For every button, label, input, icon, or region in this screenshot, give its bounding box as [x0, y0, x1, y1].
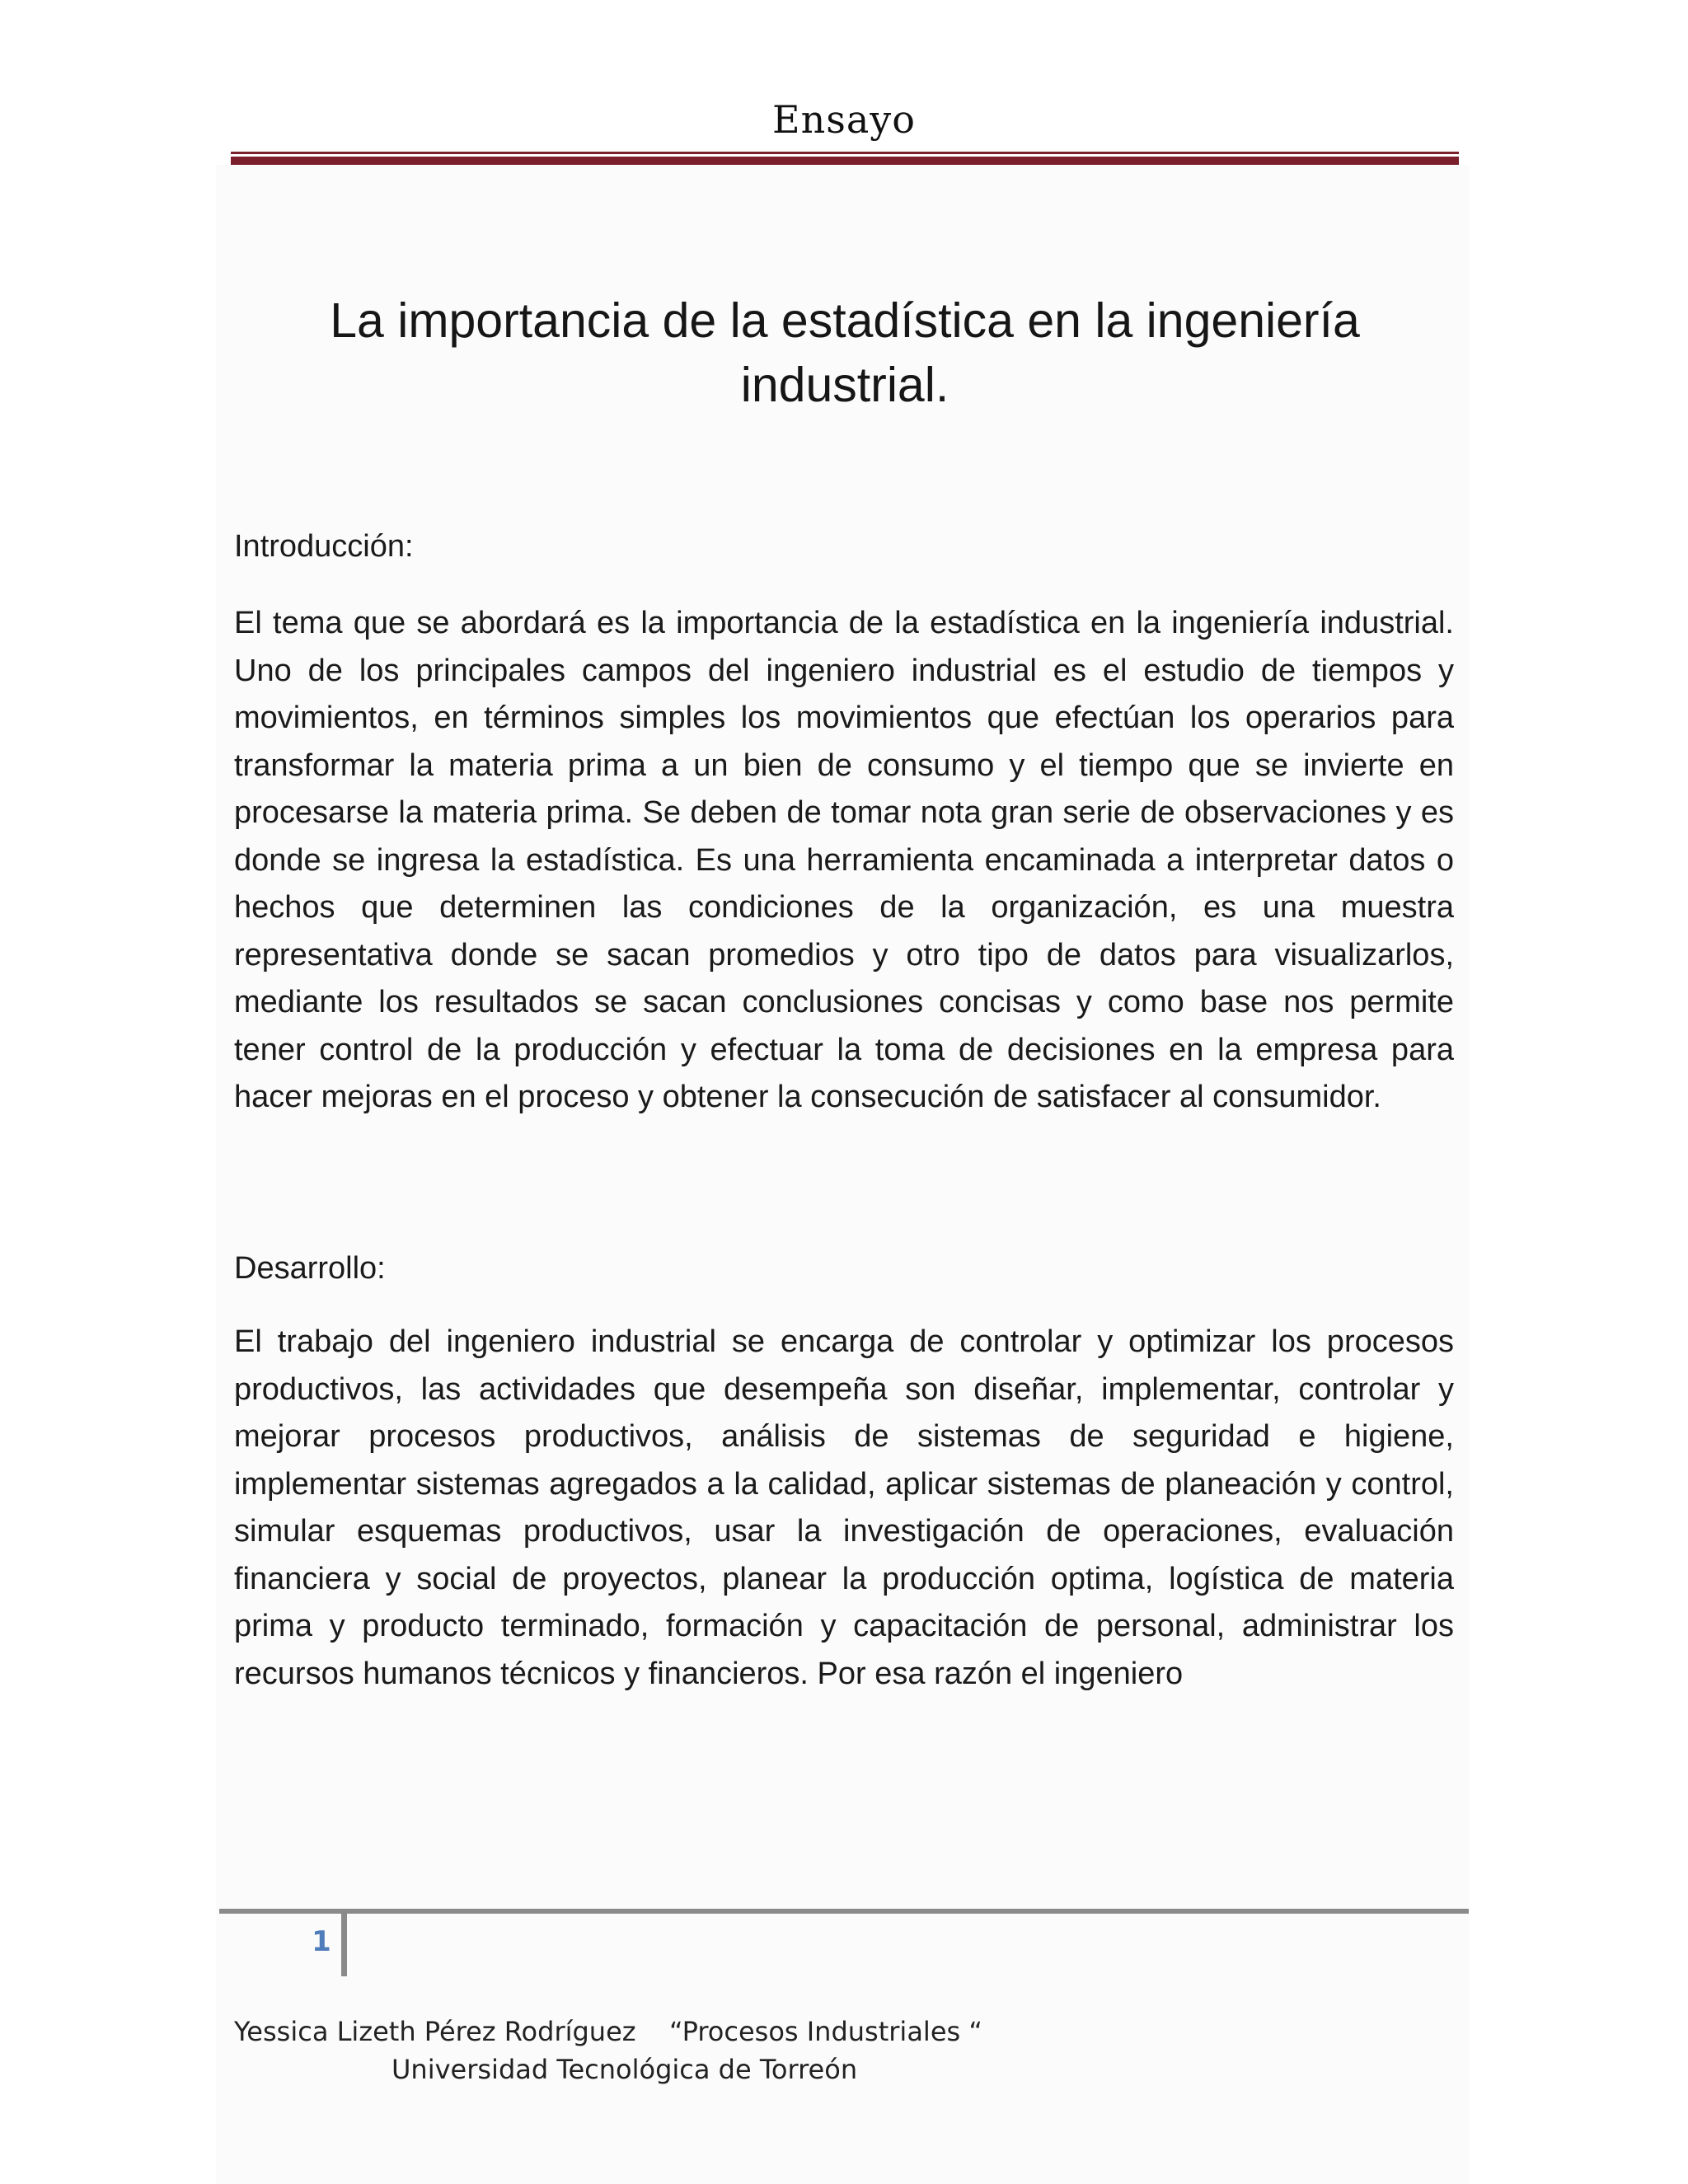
document-title: La importancia de la estadística en la ingeniería industrial.	[330, 293, 1360, 412]
footer-rule	[219, 1909, 1469, 1914]
header-rule	[231, 152, 1459, 154]
development-paragraph: El trabajo del ingeniero industrial se encarga de controlar y optimizar los procesos productivos, las actividades que desempeña son diseñar, implementar, controlar y mejorar procesos productivos, análisis de sistemas de seguridad e higiene, implementar sistemas agregados a la calidad, aplicar sistemas de planeación y control, simular esquemas productivos, usar la investigación de operaciones, evaluación financiera y social de proyectos, planear la producción optima, logística de materia prima y producto terminado, formación y capacitación de personal, administrar los recursos humanos técnicos y financieros. Por esa razón el ingeniero	[234, 1324, 1454, 1691]
footer-university: Universidad Tecnológica de Torreón	[392, 2054, 858, 2085]
intro-heading: Introducción:	[234, 529, 414, 564]
footer-divider	[341, 1910, 347, 1976]
intro-paragraph: El tema que se abordará es la importancia de la estadística en la ingeniería industrial. Uno de los principales campos del ingeniero industrial es el estudio de tiempos y movimientos, en términos simples los movimientos que efectúan los operarios para transformar la materia prima a un bien de consumo y el tiempo que se invierte en procesarse la materia prima. Se deben de tomar nota gran serie de observaciones y es donde se ingresa la estadística. Es una herramienta encaminada a interpretar datos o hechos que determinen las condiciones de la organización, es una muestra representativa donde se sacan promedios y otro tipo de datos para visualizarlos, mediante los resultados se sacan conclusiones concisas y como base nos permite tener control de la producción y efectuar la toma de decisiones en la empresa para hacer mejoras en el proceso y obtener la consecución de satisfacer al consumidor.	[234, 606, 1454, 1114]
footer-course: “Procesos Industriales “	[669, 2016, 982, 2047]
header-rule-thick	[231, 157, 1459, 165]
development-heading: Desarrollo:	[234, 1251, 386, 1286]
page-number: 1	[312, 1925, 331, 1958]
header-title: Ensayo	[772, 97, 916, 142]
footer-author: Yessica Lizeth Pérez Rodríguez	[234, 2016, 636, 2047]
